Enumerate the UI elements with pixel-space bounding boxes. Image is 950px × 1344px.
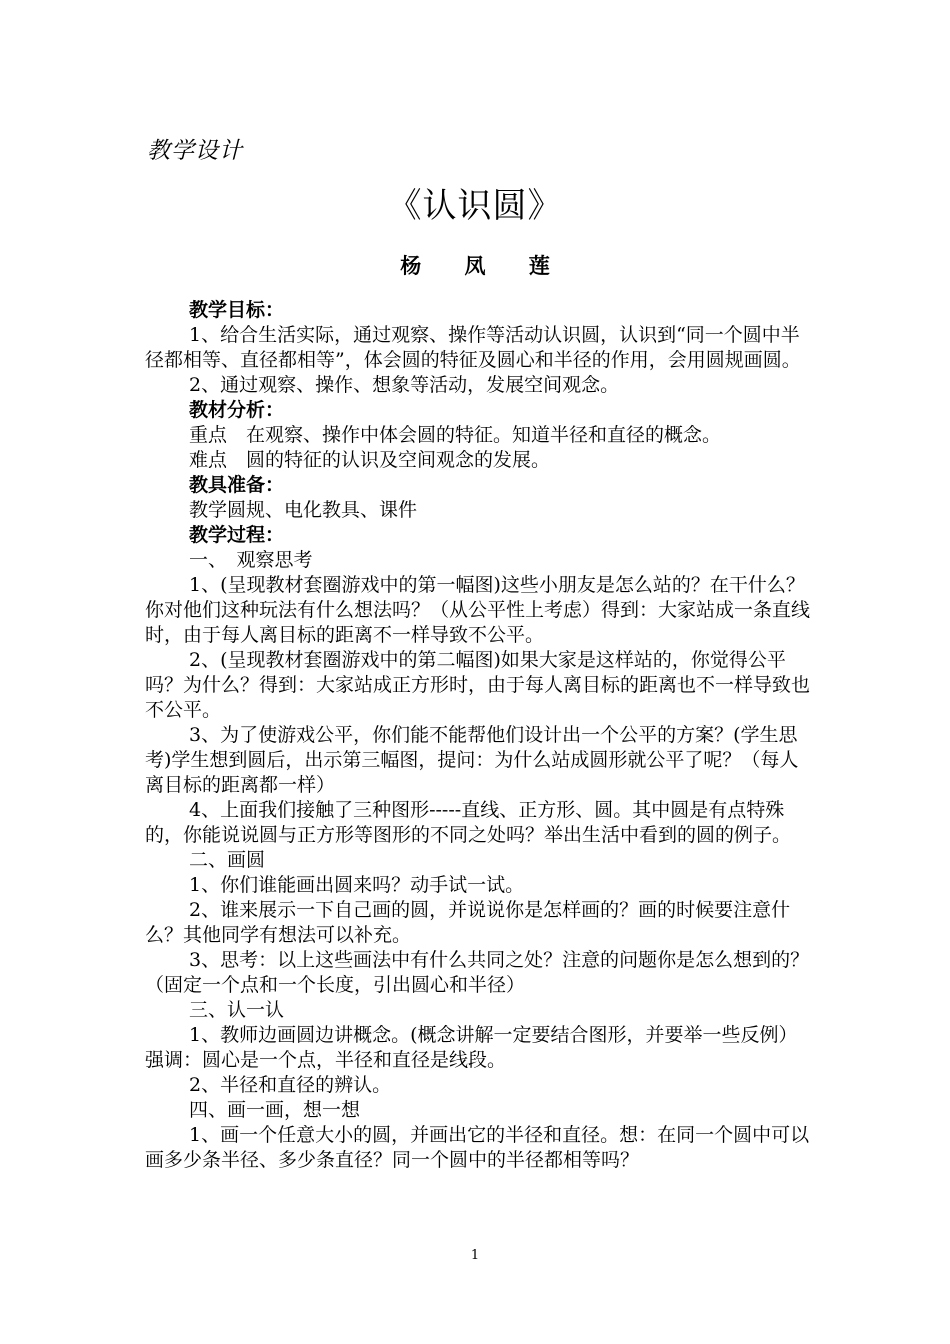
paragraph: 1、画一个任意大小的圆，并画出它的半径和直径。想：在同一个圆中可以画多少条半径、多少条直径？同一个圆中的半径都相等吗？: [145, 1124, 810, 1171]
paragraph: 2、半径和直径的辨认。: [189, 1074, 392, 1096]
section-heading: 教学过程：: [189, 524, 285, 546]
section-heading: 教具准备：: [189, 474, 285, 496]
section-heading: 教学目标：: [189, 299, 285, 321]
paragraph: 3、为了使游戏公平，你们能不能帮他们设计出一个公平的方案？(学生思考)学生想到圆后，出示第三幅图，提问：为什么站成圆形就公平了呢？（每人离目标的距离都一样）: [145, 724, 799, 796]
paragraph: 一、 观察思考: [189, 549, 313, 571]
document-body: [145, 298, 815, 1173]
paragraph: 3、思考：以上这些画法中有什么共同之处？注意的问题你是怎么想到的？（固定一个点和一个长度，引出圆心和半径）: [145, 949, 810, 996]
paragraph: 重点 在观察、操作中体会圆的特征。知道半径和直径的概念。: [189, 424, 722, 446]
paragraph: 4、上面我们接触了三种图形-----直线、正方形、圆。其中圆是有点特殊的，你能说说圆与正方形等图形的不同之处吗？举出生活中看到的圆的例子。: [145, 799, 792, 846]
paragraph: 教学圆规、电化教具、课件: [189, 499, 418, 521]
paragraph: 难点 圆的特征的认识及空间观念的发展。: [189, 449, 551, 471]
paragraph: 2、通过观察、操作、想象等活动，发展空间观念。: [189, 374, 620, 396]
paragraph: 1、(呈现教材套圈游戏中的第一幅图)这些小朋友是怎么站的？在干什么？你对他们这种玩法有什么想法吗？（从公平性上考虑）得到：大家站成一条直线时，由于每人离目标的距离不一样导致不公平。: [145, 574, 811, 646]
paragraph: 2、(呈现教材套圈游戏中的第二幅图)如果大家是这样站的，你觉得公平吗？为什么？得到：大家站成正方形时，由于每人离目标的距离也不一样导致也不公平。: [145, 649, 811, 721]
document-type-label: 教学设计: [147, 138, 243, 164]
section-heading: 教材分析：: [189, 399, 285, 421]
paragraph: 2、谁来展示一下自己画的圆，并说说你是怎样画的？画的时候要注意什么？其他同学有想法可以补充。: [145, 899, 791, 946]
paragraph: 1、你们谁能画出圆来吗？动手试一试。: [189, 874, 525, 896]
paragraph: 四、画一画，想一想: [189, 1099, 361, 1121]
paragraph: 1、教师边画圆边讲概念。(概念讲解一定要结合图形，并要举一些反例）强调：圆心是一个点，半径和直径是线段。: [145, 1024, 798, 1071]
paragraph: 三、认一认: [189, 999, 285, 1021]
paragraph: 1、给合生活实际，通过观察、操作等活动认识圆，认识到“同一个圆中半径都相等、直径都相等”，体会圆的特征及圆心和半径的作用，会用圆规画圆。: [145, 324, 801, 371]
page-number: 1: [470, 1248, 480, 1263]
author-name: 杨 凤 莲: [400, 253, 568, 278]
paragraph: 二、画圆: [189, 849, 266, 871]
document-title: 《认识圆》: [387, 186, 563, 226]
